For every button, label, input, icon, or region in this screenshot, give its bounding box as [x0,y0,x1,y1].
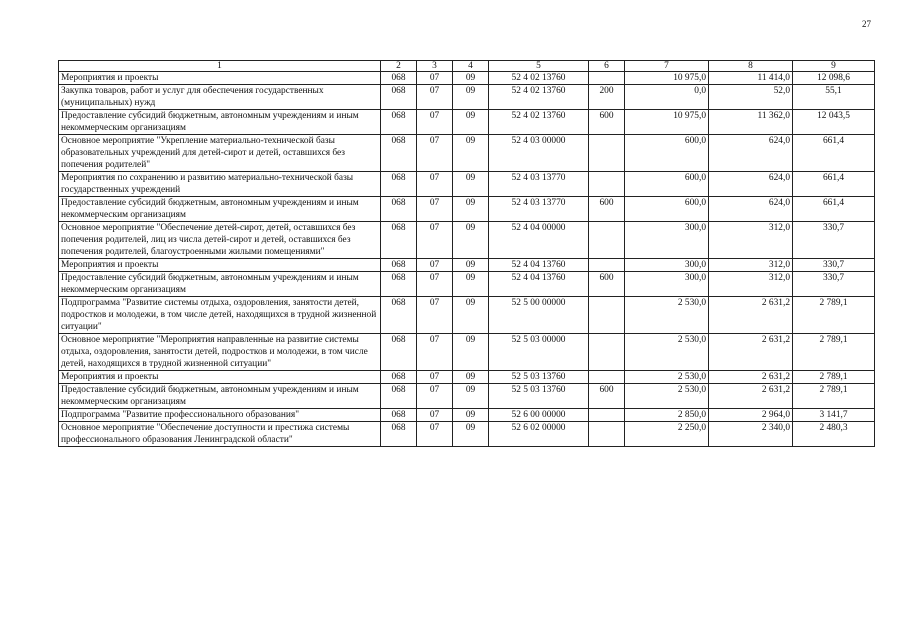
year1-cell: 10 975,0 [625,110,709,135]
table-row [59,272,875,297]
name-cell: Основное мероприятие "Укрепление материально-технической базы образовательных учреждений для детей-сирот и детей, оставшихся без попечения родителей" [59,135,381,172]
budget-table [58,60,875,447]
target-cell: 52 4 03 00000 [489,135,589,172]
year3-cell: 2 789,1 [793,297,875,334]
podrazdel-cell: 09 [453,272,489,297]
target-cell: 52 4 03 13770 [489,172,589,197]
table-row [59,259,875,272]
vid-cell [589,172,625,197]
year3-cell: 330,7 [793,222,875,259]
header-cell: 4 [453,61,489,72]
year1-cell: 2 530,0 [625,297,709,334]
table-row [59,222,875,259]
name-cell: Предоставление субсидий бюджетным, автономным учреждениям и иным некоммерческим организациям [59,110,381,135]
vid-cell [589,222,625,259]
table-row [59,409,875,422]
target-cell: 52 5 03 13760 [489,371,589,384]
vid-cell: 600 [589,384,625,409]
name-cell: Предоставление субсидий бюджетным, автономным учреждениям и иным некоммерческим организациям [59,384,381,409]
target-cell: 52 6 00 00000 [489,409,589,422]
year2-cell: 2 631,2 [709,297,793,334]
glava-cell: 068 [381,135,417,172]
vid-cell: 600 [589,197,625,222]
glava-cell: 068 [381,409,417,422]
name-cell: Предоставление субсидий бюджетным, автономным учреждениям и иным некоммерческим организациям [59,197,381,222]
target-cell: 52 5 00 00000 [489,297,589,334]
year2-cell: 2 340,0 [709,422,793,447]
target-cell: 52 4 02 13760 [489,85,589,110]
year3-cell: 661,4 [793,172,875,197]
year3-cell: 12 098,6 [793,72,875,85]
name-cell: Предоставление субсидий бюджетным, автономным учреждениям и иным некоммерческим организациям [59,272,381,297]
podrazdel-cell: 09 [453,422,489,447]
target-cell: 52 4 02 13760 [489,110,589,135]
razdel-cell: 07 [417,135,453,172]
podrazdel-cell: 09 [453,259,489,272]
vid-cell [589,72,625,85]
podrazdel-cell: 09 [453,135,489,172]
target-cell: 52 5 03 00000 [489,334,589,371]
target-cell: 52 4 03 13770 [489,197,589,222]
glava-cell: 068 [381,384,417,409]
vid-cell [589,259,625,272]
glava-cell: 068 [381,297,417,334]
header-cell: 2 [381,61,417,72]
year3-cell: 2 789,1 [793,384,875,409]
year1-cell: 300,0 [625,272,709,297]
year3-cell: 55,1 [793,85,875,110]
target-cell: 52 4 04 13760 [489,272,589,297]
year1-cell: 2 850,0 [625,409,709,422]
year2-cell: 2 631,2 [709,371,793,384]
glava-cell: 068 [381,197,417,222]
razdel-cell: 07 [417,110,453,135]
target-cell: 52 6 02 00000 [489,422,589,447]
podrazdel-cell: 09 [453,172,489,197]
podrazdel-cell: 09 [453,371,489,384]
razdel-cell: 07 [417,85,453,110]
razdel-cell: 07 [417,172,453,197]
table-row [59,384,875,409]
vid-cell: 600 [589,272,625,297]
year3-cell: 330,7 [793,259,875,272]
year3-cell: 330,7 [793,272,875,297]
glava-cell: 068 [381,272,417,297]
year3-cell: 661,4 [793,135,875,172]
year1-cell: 2 530,0 [625,334,709,371]
razdel-cell: 07 [417,272,453,297]
year2-cell: 11 362,0 [709,110,793,135]
podrazdel-cell: 09 [453,197,489,222]
target-cell: 52 5 03 13760 [489,384,589,409]
vid-cell: 600 [589,110,625,135]
table-header-row [59,61,875,72]
year2-cell: 312,0 [709,259,793,272]
year1-cell: 2 250,0 [625,422,709,447]
glava-cell: 068 [381,110,417,135]
year2-cell: 52,0 [709,85,793,110]
table-row [59,172,875,197]
razdel-cell: 07 [417,371,453,384]
razdel-cell: 07 [417,222,453,259]
name-cell: Мероприятия по сохранению и развитию материально-технической базы государственных учреждений [59,172,381,197]
podrazdel-cell: 09 [453,222,489,259]
name-cell: Основное мероприятие "Обеспечение детей-сирот, детей, оставшихся без попечения родителей, лиц из числа детей-сирот и детей, оставшихся без попечения родителей, благоустроенными жилыми помещениями" [59,222,381,259]
name-cell: Мероприятия и проекты [59,72,381,85]
year1-cell: 2 530,0 [625,384,709,409]
glava-cell: 068 [381,222,417,259]
year2-cell: 11 414,0 [709,72,793,85]
header-cell: 3 [417,61,453,72]
name-cell: Основное мероприятие "Обеспечение доступности и престижа системы профессионального образования Ленинградской области" [59,422,381,447]
razdel-cell: 07 [417,259,453,272]
glava-cell: 068 [381,334,417,371]
target-cell: 52 4 04 13760 [489,259,589,272]
razdel-cell: 07 [417,334,453,371]
year3-cell: 2 480,3 [793,422,875,447]
year3-cell: 3 141,7 [793,409,875,422]
glava-cell: 068 [381,259,417,272]
table-row [59,297,875,334]
target-cell: 52 4 02 13760 [489,72,589,85]
table-row [59,334,875,371]
table-row [59,422,875,447]
header-cell: 7 [625,61,709,72]
year2-cell: 2 631,2 [709,334,793,371]
target-cell: 52 4 04 00000 [489,222,589,259]
year2-cell: 312,0 [709,222,793,259]
year1-cell: 600,0 [625,172,709,197]
podrazdel-cell: 09 [453,409,489,422]
table-row [59,197,875,222]
podrazdel-cell: 09 [453,72,489,85]
year1-cell: 2 530,0 [625,371,709,384]
podrazdel-cell: 09 [453,297,489,334]
vid-cell [589,371,625,384]
year3-cell: 2 789,1 [793,334,875,371]
razdel-cell: 07 [417,422,453,447]
name-cell: Мероприятия и проекты [59,259,381,272]
page-number: 27 [862,19,871,29]
glava-cell: 068 [381,72,417,85]
vid-cell: 200 [589,85,625,110]
name-cell: Мероприятия и проекты [59,371,381,384]
glava-cell: 068 [381,371,417,384]
podrazdel-cell: 09 [453,110,489,135]
table-row [59,110,875,135]
podrazdel-cell: 09 [453,334,489,371]
razdel-cell: 07 [417,297,453,334]
year2-cell: 624,0 [709,135,793,172]
name-cell: Подпрограмма "Развитие профессионального образования" [59,409,381,422]
table-row [59,85,875,110]
table-row [59,72,875,85]
vid-cell [589,297,625,334]
glava-cell: 068 [381,85,417,110]
table-row [59,135,875,172]
vid-cell [589,422,625,447]
year3-cell: 661,4 [793,197,875,222]
table-row [59,371,875,384]
year3-cell: 12 043,5 [793,110,875,135]
header-cell: 5 [489,61,589,72]
year2-cell: 2 964,0 [709,409,793,422]
name-cell: Основное мероприятие "Мероприятия направленные на развитие системы отдыха, оздоровления, занятости детей, подростков и молодежи, в том числе детей, находящихся в трудной жизненной ситуации" [59,334,381,371]
year1-cell: 300,0 [625,222,709,259]
razdel-cell: 07 [417,72,453,85]
glava-cell: 068 [381,172,417,197]
podrazdel-cell: 09 [453,85,489,110]
header-cell: 6 [589,61,625,72]
razdel-cell: 07 [417,197,453,222]
year1-cell: 10 975,0 [625,72,709,85]
podrazdel-cell: 09 [453,384,489,409]
name-cell: Закупка товаров, работ и услуг для обеспечения государственных (муниципальных) нужд [59,85,381,110]
glava-cell: 068 [381,422,417,447]
vid-cell [589,135,625,172]
vid-cell [589,334,625,371]
year1-cell: 600,0 [625,135,709,172]
year3-cell: 2 789,1 [793,371,875,384]
year2-cell: 624,0 [709,172,793,197]
year2-cell: 312,0 [709,272,793,297]
year1-cell: 0,0 [625,85,709,110]
table-body [59,72,875,447]
razdel-cell: 07 [417,384,453,409]
header-cell: 9 [793,61,875,72]
razdel-cell: 07 [417,409,453,422]
year2-cell: 2 631,2 [709,384,793,409]
year1-cell: 600,0 [625,197,709,222]
header-cell: 1 [59,61,381,72]
year1-cell: 300,0 [625,259,709,272]
vid-cell [589,409,625,422]
year2-cell: 624,0 [709,197,793,222]
header-cell: 8 [709,61,793,72]
name-cell: Подпрограмма "Развитие системы отдыха, оздоровления, занятости детей, подростков и молодежи, в том числе детей, находящихся в трудной жизненной ситуации" [59,297,381,334]
